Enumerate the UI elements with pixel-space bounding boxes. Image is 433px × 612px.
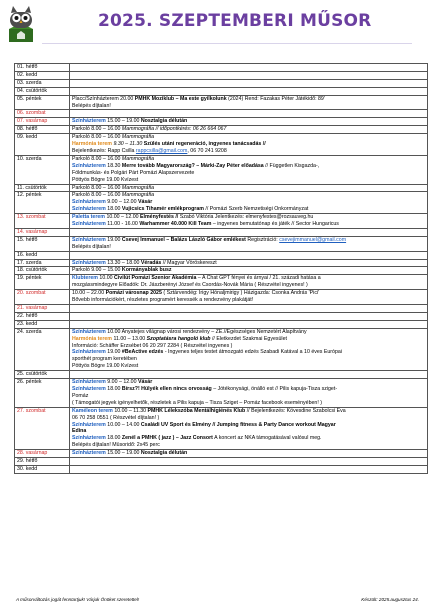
event-line (72, 343, 425, 350)
event-text: 9.00 – 12.00 (105, 199, 138, 206)
event-text: Edina (72, 428, 87, 435)
day-cell: 21. vasárnap (15, 305, 70, 313)
event-text: 11.00 - 16.00 (105, 221, 140, 228)
event-cell (70, 228, 428, 236)
event-text: Belépés díjtalan! (72, 102, 111, 109)
email-link[interactable]: rappcsilla@gmail.com (135, 147, 188, 154)
event-cell (70, 87, 428, 95)
event-cell (70, 155, 428, 184)
event-text: Parkoló 8.00 – 16.00 (72, 126, 122, 133)
day-cell: 23. kedd (15, 320, 70, 328)
event-text: 10.00 Anyatejes világnap városi rendezvény – ZE.//Egészséges Nemzetért Alapítvány (105, 328, 307, 335)
event-text: Pomáz (72, 392, 89, 399)
table-row (15, 312, 428, 320)
event-line (72, 118, 425, 125)
event-cell (70, 236, 428, 251)
event-line (72, 422, 425, 429)
day-cell: 18. csütörtök (15, 267, 70, 275)
event-text: Családi UV Sport és Élmény // Jumping fitness & Party Dance workout Magyar (140, 421, 336, 428)
event-line (72, 349, 425, 356)
event-text: ( Támogatói jegyek igényelhetők, részletek a Pilis kapuja – Tisza Sziget – Pomáz facebook eseményében! ) (72, 399, 322, 406)
event-text: 10.00 – 22.00 (72, 290, 106, 297)
day-cell: 04. csütörtök (15, 87, 70, 95)
table-row (15, 267, 428, 275)
footer-date: Készült: 2025.augusztus 24. (361, 597, 419, 602)
event-line (72, 170, 425, 177)
event-text: // Pomázi Szerb Nemzetiségi Önkormányzat (203, 206, 309, 213)
event-text: Bírsz?! Hülyék ellen nincs orvosság (121, 385, 212, 392)
event-text: 19.00 (105, 236, 122, 243)
event-cell (70, 214, 428, 229)
table-row (15, 134, 428, 156)
table-row (15, 275, 428, 290)
day-cell: 01. hétfő (15, 64, 70, 72)
footer-note: A műsorváltozás jogát fenntartjuk! Várjuk Önöket szeretettel! (16, 597, 140, 602)
event-line (72, 192, 425, 199)
event-text: // Független Kisgazda-, (263, 162, 320, 169)
day-cell: 17. szerda (15, 259, 70, 267)
event-text: // Magyar Vöröskereszt (161, 259, 217, 266)
event-line (72, 282, 425, 289)
event-line (72, 206, 425, 213)
event-line (72, 363, 425, 370)
event-text: - Ingyenes teljes testet átmozgató edzés Szabadi Katával a 10 éves Európai (163, 349, 342, 356)
event-line (72, 442, 425, 449)
event-text: Mammográfia // időpontkérés: 06 26 664 067 (121, 126, 227, 133)
table-row (15, 228, 428, 236)
event-cell (70, 71, 428, 79)
table-row (15, 118, 428, 126)
event-text: Információ: Schäffer Erzsébet 06 20 297 2284 ( Részvétel ingyenes ) (72, 342, 233, 349)
event-line (72, 177, 425, 184)
event-text: Bejelentkezés: Rapp Csilla (72, 147, 136, 154)
event-line (72, 400, 425, 407)
table-row (15, 465, 428, 473)
table-row (15, 371, 428, 379)
event-line (72, 393, 425, 400)
table-row (15, 328, 428, 370)
table-row (15, 290, 428, 305)
event-text: Kormányablak busz (121, 267, 172, 274)
event-text: Harmónia terem (72, 141, 112, 148)
event-text: Színházterem (72, 385, 106, 392)
day-cell: 24. szerda (15, 328, 70, 370)
table-row (15, 259, 428, 267)
email-link[interactable]: csevejimmanuel@gmail.com (279, 236, 347, 243)
event-line (72, 96, 425, 103)
day-cell: 19. péntek (15, 275, 70, 290)
day-cell: 25. csütörtök (15, 371, 70, 379)
day-cell: 07. vasárnap (15, 118, 70, 126)
table-row (15, 184, 428, 192)
day-cell: 03. szerda (15, 79, 70, 87)
event-line (72, 450, 425, 457)
day-cell: 29. hétfő (15, 458, 70, 466)
event-cell (70, 312, 428, 320)
event-text: Színházterem (72, 236, 106, 243)
table-row (15, 450, 428, 458)
event-text: Placc/Színházterem 20.00 (72, 95, 135, 102)
day-cell: 26. péntek (15, 379, 70, 408)
table-row (15, 155, 428, 184)
event-line (72, 408, 425, 415)
table-row (15, 192, 428, 214)
event-line (72, 185, 425, 192)
event-text: Színházterem (72, 221, 106, 228)
event-line (72, 290, 425, 297)
event-line (72, 336, 425, 343)
event-text: Színházterem (72, 118, 106, 125)
event-text: A koncert az NKA támogatásával valósul meg. (212, 435, 322, 442)
event-text: 9.30 – 11.30 (111, 141, 144, 148)
event-cell (70, 126, 428, 134)
event-text: // Életkezdet Szakmai Egyesület (210, 335, 287, 342)
day-cell: 02. kedd (15, 71, 70, 79)
event-cell (70, 320, 428, 328)
event-cell (70, 192, 428, 214)
event-cell (70, 407, 428, 449)
event-cell (70, 379, 428, 408)
event-line (72, 267, 425, 274)
table-row (15, 251, 428, 259)
owl-logo-icon (8, 3, 34, 43)
event-text: Harmónia terem (72, 335, 112, 342)
event-text: Pomázi városnap 2025 (105, 290, 162, 297)
event-text: Mammográfia (121, 192, 155, 199)
event-text: , 06 70 241 9208 (187, 147, 227, 154)
event-text: Klubterem (72, 275, 98, 282)
event-text: Civilút Pomázi Szenior Akadémia (114, 275, 197, 282)
event-text: 06 70 258 0551 ( Részvétel díjtalan! ) (72, 414, 160, 421)
event-line (72, 163, 425, 170)
event-line (72, 415, 425, 422)
event-text: PMHK Lélekszóba Mentálhigiénés Klub (147, 407, 246, 414)
event-cell (70, 290, 428, 305)
day-cell: 06. szombat (15, 110, 70, 118)
event-line (72, 275, 425, 282)
event-text: mozgássmindegyre Előadók: Dr. Jászberényi József és Csordás-Novák Mária ( Részvétel ingyenes! ) (72, 282, 308, 289)
event-cell (70, 305, 428, 313)
event-text: PMHK Moziklub – Ma este gyilkolunk (134, 95, 227, 102)
event-line (72, 141, 425, 148)
table-row (15, 95, 428, 110)
event-line (72, 126, 425, 133)
event-cell (70, 118, 428, 126)
event-text: Színházterem (72, 199, 106, 206)
event-text: Parkoló 8.00 – 16.00 (72, 134, 122, 141)
event-text: Belépés díjtalan! Mūsoridő: 2x45 perc (72, 442, 160, 449)
event-text: (2024) Rend: Fazakas Péter Játékidő: 89' (226, 95, 325, 102)
event-text: Parkoló 8.00 – 16.00 (72, 192, 122, 199)
event-text: Színházterem (72, 349, 106, 356)
table-row (15, 126, 428, 134)
event-text: #BeActive edzés (121, 349, 164, 356)
event-text: 15.00 – 19.00 (105, 450, 141, 457)
event-text: 18.00 (105, 385, 122, 392)
event-cell (70, 465, 428, 473)
event-line (72, 103, 425, 110)
event-text: 18.00 (105, 206, 122, 213)
event-text: – A Chat GPT fényei és árnyai / 21. századi hatása a (196, 275, 321, 282)
table-row (15, 407, 428, 449)
event-text: Mammográfia (121, 155, 155, 162)
event-text: Mammográfia (121, 184, 155, 191)
event-cell (70, 267, 428, 275)
event-cell (70, 95, 428, 110)
event-text: Vásár (137, 199, 153, 206)
event-line (72, 435, 425, 442)
event-text: Nosztalgia délután (140, 118, 188, 125)
event-text: Bővebb információkért, részletes programért keressék a rendezvény plakátját! (72, 297, 254, 304)
event-text: 19.00 (105, 349, 122, 356)
event-text: Parkoló 9.00 – 15.00 (72, 267, 122, 274)
event-line (72, 244, 425, 251)
day-cell: 27. szombat (15, 407, 70, 449)
event-text: 11.00 – 13.00 (111, 335, 147, 342)
event-text: Színházterem (72, 450, 106, 457)
table-row (15, 110, 428, 118)
event-line (72, 199, 425, 206)
event-text: Vujicsics Tihamér emlékprogram (121, 206, 204, 213)
event-cell (70, 371, 428, 379)
day-cell: 14. vasárnap (15, 228, 70, 236)
event-cell (70, 79, 428, 87)
event-text: Véradás (140, 259, 162, 266)
event-text: 13.30 – 18.00 (105, 259, 141, 266)
table-row (15, 64, 428, 72)
event-cell (70, 458, 428, 466)
table-row (15, 305, 428, 313)
table-row (15, 87, 428, 95)
event-line (72, 260, 425, 267)
day-cell: 09. kedd (15, 134, 70, 156)
event-text: Vásár (137, 379, 153, 386)
event-cell (70, 275, 428, 290)
event-text: Szülés utáni regeneráció, ingyenes tanácsadás // (143, 141, 266, 148)
day-cell: 10. szerda (15, 155, 70, 184)
event-text: Zenél a PMHK ( jazz ) – Jazz Consort (121, 435, 213, 442)
event-text: Földmunkás- és Polgári Párt Pomázi Alapszervezete (72, 169, 195, 176)
event-line (72, 329, 425, 336)
day-cell: 20. szombat (15, 290, 70, 305)
event-text: Színházterem (72, 379, 106, 386)
table-row (15, 320, 428, 328)
event-text: – ingyenes bemutatónap és játék // Sector Hungaricus (211, 221, 339, 228)
event-text: Színházterem (72, 328, 106, 335)
event-line (72, 386, 425, 393)
event-text: Warhammer 40.000 Kill Team (139, 221, 212, 228)
event-line (72, 156, 425, 163)
title-divider (42, 43, 412, 44)
day-cell: 30. kedd (15, 465, 70, 473)
event-text: Paletta terem (72, 214, 105, 221)
event-text: sporthét program keretében (72, 356, 137, 363)
event-line (72, 297, 425, 304)
day-cell: 22. hétfő (15, 312, 70, 320)
day-cell: 05. péntek (15, 95, 70, 110)
event-cell (70, 450, 428, 458)
event-cell (70, 328, 428, 370)
day-cell: 15. hétfő (15, 236, 70, 251)
event-text: – Jótékonysági, önálló est // Pilis kapuja-Tisza sziget- (211, 385, 338, 392)
event-text: 18.30 (105, 162, 122, 169)
table-row (15, 236, 428, 251)
schedule-table (14, 63, 428, 474)
event-text: Színházterem (72, 421, 106, 428)
event-text: Merre tovább Magyarország? – Márki-Zay Péter előadása (121, 162, 264, 169)
event-text: Színházterem (72, 259, 106, 266)
event-text: 10.00 – 12.00 (104, 214, 141, 221)
event-text: Pöttyös Bögre 19.00 Kvízest (72, 176, 139, 183)
day-cell: 16. kedd (15, 251, 70, 259)
event-text: 10.00 (97, 275, 115, 282)
event-text: Szoptatásra hangoló klub (146, 335, 211, 342)
event-line (72, 214, 425, 221)
event-line (72, 221, 425, 228)
day-cell: 12. péntek (15, 192, 70, 214)
event-text: Belépés díjtalan! (72, 243, 111, 250)
event-cell (70, 251, 428, 259)
event-cell (70, 64, 428, 72)
event-text: 15.00 – 19.00 (105, 118, 141, 125)
event-text: 18.00 (105, 435, 122, 442)
day-cell: 28. vasárnap (15, 450, 70, 458)
day-cell: 08. hétfő (15, 126, 70, 134)
event-text: Élményfestés // (140, 214, 179, 221)
event-line (72, 237, 425, 244)
event-cell (70, 134, 428, 156)
event-text: Pöttyös Bögre 19.00 Kvízest (72, 363, 139, 370)
event-text: Parkoló 8.00 – 16.00 (72, 155, 122, 162)
event-cell (70, 259, 428, 267)
event-line (72, 379, 425, 386)
day-cell: 13. szombat (15, 214, 70, 229)
event-text: Színházterem (72, 206, 106, 213)
event-text: Színházterem (72, 435, 106, 442)
table-row (15, 379, 428, 408)
event-text: // Bejelentkezés: Kövesdine Szabolcsi Éva (245, 407, 346, 414)
event-line (72, 356, 425, 363)
event-line (72, 428, 425, 435)
event-cell (70, 110, 428, 118)
table-row (15, 458, 428, 466)
event-text: Színházterem (72, 162, 106, 169)
event-text: Mammográfia (121, 134, 155, 141)
page-title: 2025. SZEPTEMBERI MŰSOR (98, 11, 372, 31)
table-row (15, 71, 428, 79)
event-text: ( Sztárvendég: Irigy Hónaljmirigy ) Házigazda: Csonka András 'Pici' (161, 290, 320, 297)
day-cell: 11. csütörtök (15, 184, 70, 192)
event-line (72, 148, 425, 155)
table-row (15, 79, 428, 87)
event-text: Kaméleon terem (72, 407, 113, 414)
event-line (72, 134, 425, 141)
table-row (15, 214, 428, 229)
event-text: 10.00 – 11.30 (112, 407, 148, 414)
event-text: Csevej Immanuel – Balázs László Gábor emlékest (121, 236, 246, 243)
event-cell (70, 184, 428, 192)
event-text: Nosztalgia délután (140, 450, 188, 457)
event-text: 9.00 – 12.00 (105, 379, 138, 386)
event-text: Szabó Viktória Jelentkezés: elmenyfestes@rozsauveg.hu (178, 214, 314, 221)
event-text: Regisztráció: (245, 236, 280, 243)
event-text: Parkoló 8.00 – 16.00 (72, 184, 122, 191)
event-text: 10.00 – 14.00 (105, 421, 141, 428)
